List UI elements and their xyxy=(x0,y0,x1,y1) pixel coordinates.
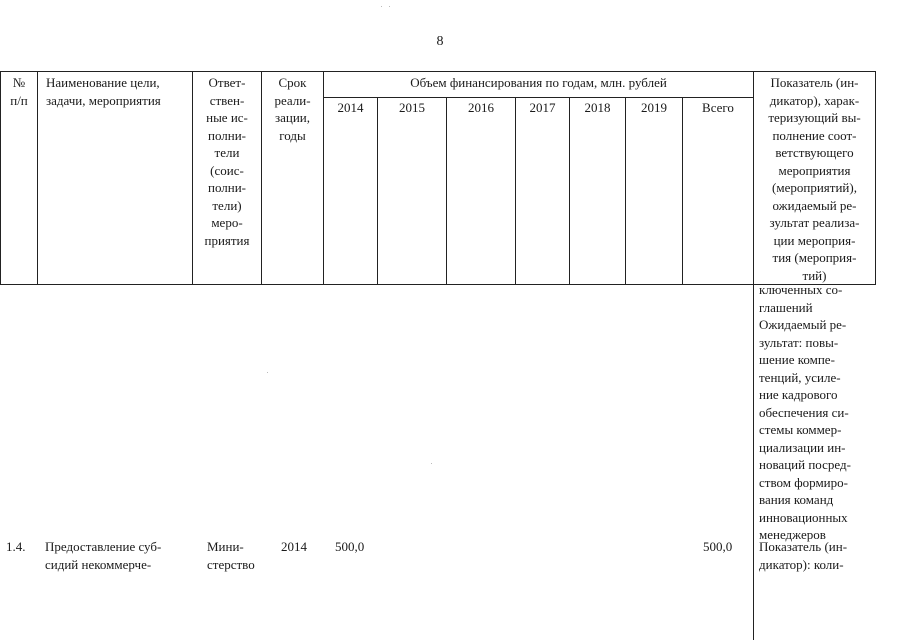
year-2014: 2014 xyxy=(324,97,378,284)
header-indicator: Показатель (ин- дикатор), харак- теризующий вы- полнение соот- ветствующего мероприятия (мероприятий), ожидаемый ре- зультат реализа- ции мероприя- тия (мероприя- тий) xyxy=(754,72,876,285)
scan-speck xyxy=(389,6,390,7)
row-number: 1.4. xyxy=(6,539,26,554)
header-num: № п/п xyxy=(1,72,38,285)
scan-speck xyxy=(381,6,382,7)
year-2016: 2016 xyxy=(447,97,516,284)
row-value-2014: 500,0 xyxy=(335,539,365,554)
indicator-continuation: ключенных со- глашений Ожидаемый ре- зультат: повы- шение компе- тенций, усиле- ние кадрового обеспечения си- стемы коммер- циализации ин- новаций посред- ством формиро- вания команд инновационных менеджеров xyxy=(759,282,851,542)
scan-speck xyxy=(431,463,432,464)
header-table xyxy=(0,71,876,285)
row-responsible: Мини- стерство xyxy=(207,539,255,572)
page-number: 8 xyxy=(436,34,444,49)
year-total: Всего xyxy=(683,97,754,284)
year-2017: 2017 xyxy=(516,97,570,284)
row-value-total: 500,0 xyxy=(703,539,733,554)
year-2019: 2019 xyxy=(626,97,683,284)
year-2018: 2018 xyxy=(570,97,626,284)
scan-speck xyxy=(267,372,268,373)
row-term: 2014 xyxy=(281,539,307,554)
indicator-column-rule xyxy=(753,278,754,640)
header-funding: Объем финансирования по годам, млн. рублей xyxy=(324,72,754,98)
header-responsible: Ответ- ствен- ные ис- полни- тели (соис- полни- тели) меро- приятия xyxy=(193,72,262,285)
row-indicator: Показатель (ин- дикатор): коли- xyxy=(759,539,848,572)
header-term: Срок реали- зации, годы xyxy=(262,72,324,285)
row-name: Предоставление суб- сидий некоммерче- xyxy=(45,539,162,572)
header-name: Наименование цели, задачи, мероприятия xyxy=(38,72,193,285)
year-2015: 2015 xyxy=(378,97,447,284)
